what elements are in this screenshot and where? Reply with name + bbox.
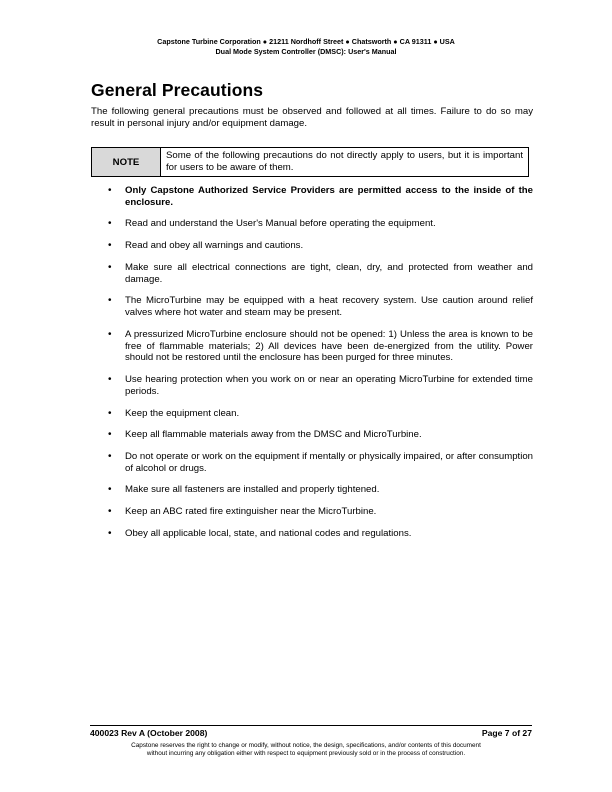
note-label: NOTE [92,148,161,176]
section-title: General Precautions [91,80,264,100]
list-item-text: Do not operate or work on the equipment if mentally or physically impaired, or after consumption of alcohol or drugs. [125,450,533,474]
list-item [108,506,533,518]
running-header [0,37,612,56]
bullet-icon: • [108,240,112,252]
list-item-text: Read and understand the User's Manual before operating the equipment. [125,218,436,230]
bullet-icon: • [108,506,112,518]
list-item [108,374,533,398]
footer-doc-id: 400023 Rev A (October 2008) [90,728,208,738]
bullet-icon: • [108,218,112,230]
list-item-text: Make sure all fasteners are installed and properly tightened. [125,484,380,496]
bullet-icon: • [108,527,112,539]
list-item [108,408,533,420]
note-box [91,147,529,177]
bullet-icon: • [108,429,112,441]
precautions-list [108,185,533,550]
footer-page-number: Page 7 of 27 [481,728,532,738]
list-item-text: Keep all flammable materials away from the DMSC and MicroTurbine. [125,429,422,441]
header-manual-title: Dual Mode System Controller (DMSC): User's Manual [215,46,397,56]
list-item-text: Use hearing protection when you work on or near an operating MicroTurbine for extended time periods. [125,374,533,397]
list-item-text: Keep the equipment clean. [125,407,240,419]
bullet-icon: • [108,374,112,386]
list-item [108,528,533,540]
list-item [108,240,533,252]
list-item-text: Only Capstone Authorized Service Providers are permitted access to the inside of the enclosure. [125,185,533,208]
list-item [108,295,533,319]
bullet-icon: • [108,407,112,419]
bullet-icon: • [108,450,112,462]
section-intro: The following general precautions must be observed and followed at all times. Failure to do so may result in personal injury and/or equipment damage. [91,106,533,129]
list-item-text: Keep an ABC rated fire extinguisher near the MicroTurbine. [125,506,377,518]
bullet-icon: • [108,328,112,340]
list-item-text: Make sure all electrical connections are tight, clean, dry, and protected from weather and damage. [125,261,533,285]
list-item [108,451,533,475]
list-item [108,185,533,209]
list-item [108,218,533,230]
list-item [108,262,533,286]
bullet-icon: • [108,295,112,307]
list-item [108,484,533,496]
header-company-line: Capstone Turbine Corporation ● 21211 Nordhoff Street ● Chatsworth ● CA 91311 ● USA [157,37,455,46]
note-text: Some of the following precautions do not directly apply to users, but it is important for users to be aware of them. [166,150,523,173]
bullet-icon: • [108,484,112,496]
list-item-text: Read and obey all warnings and cautions. [125,240,304,252]
list-item [108,429,533,441]
disclaimer-line: Capstone reserves the right to change or modify, without notice, the design, specifications, and/or contents of this document [131,742,481,749]
list-item-text: The MicroTurbine may be equipped with a heat recovery system. Use caution around relief valves where hot water and steam may be present. [125,295,533,319]
list-item [108,329,533,364]
bullet-icon: • [108,185,112,196]
footer-disclaimer [0,742,612,759]
list-item-text: A pressurized MicroTurbine enclosure should not be opened: 1) Unless the area is known to be free of flammable materials; 2) All devices have been de-energized from the utility. Power should not be restored until the enclosure has been purged for three minutes. [125,328,533,364]
footer-divider [90,725,532,726]
bullet-icon: • [108,261,112,273]
disclaimer-line: without incurring any obligation either with respect to equipment previously sold or in the process of construction. [146,750,466,758]
list-item-text: Obey all applicable local, state, and national codes and regulations. [125,527,412,539]
